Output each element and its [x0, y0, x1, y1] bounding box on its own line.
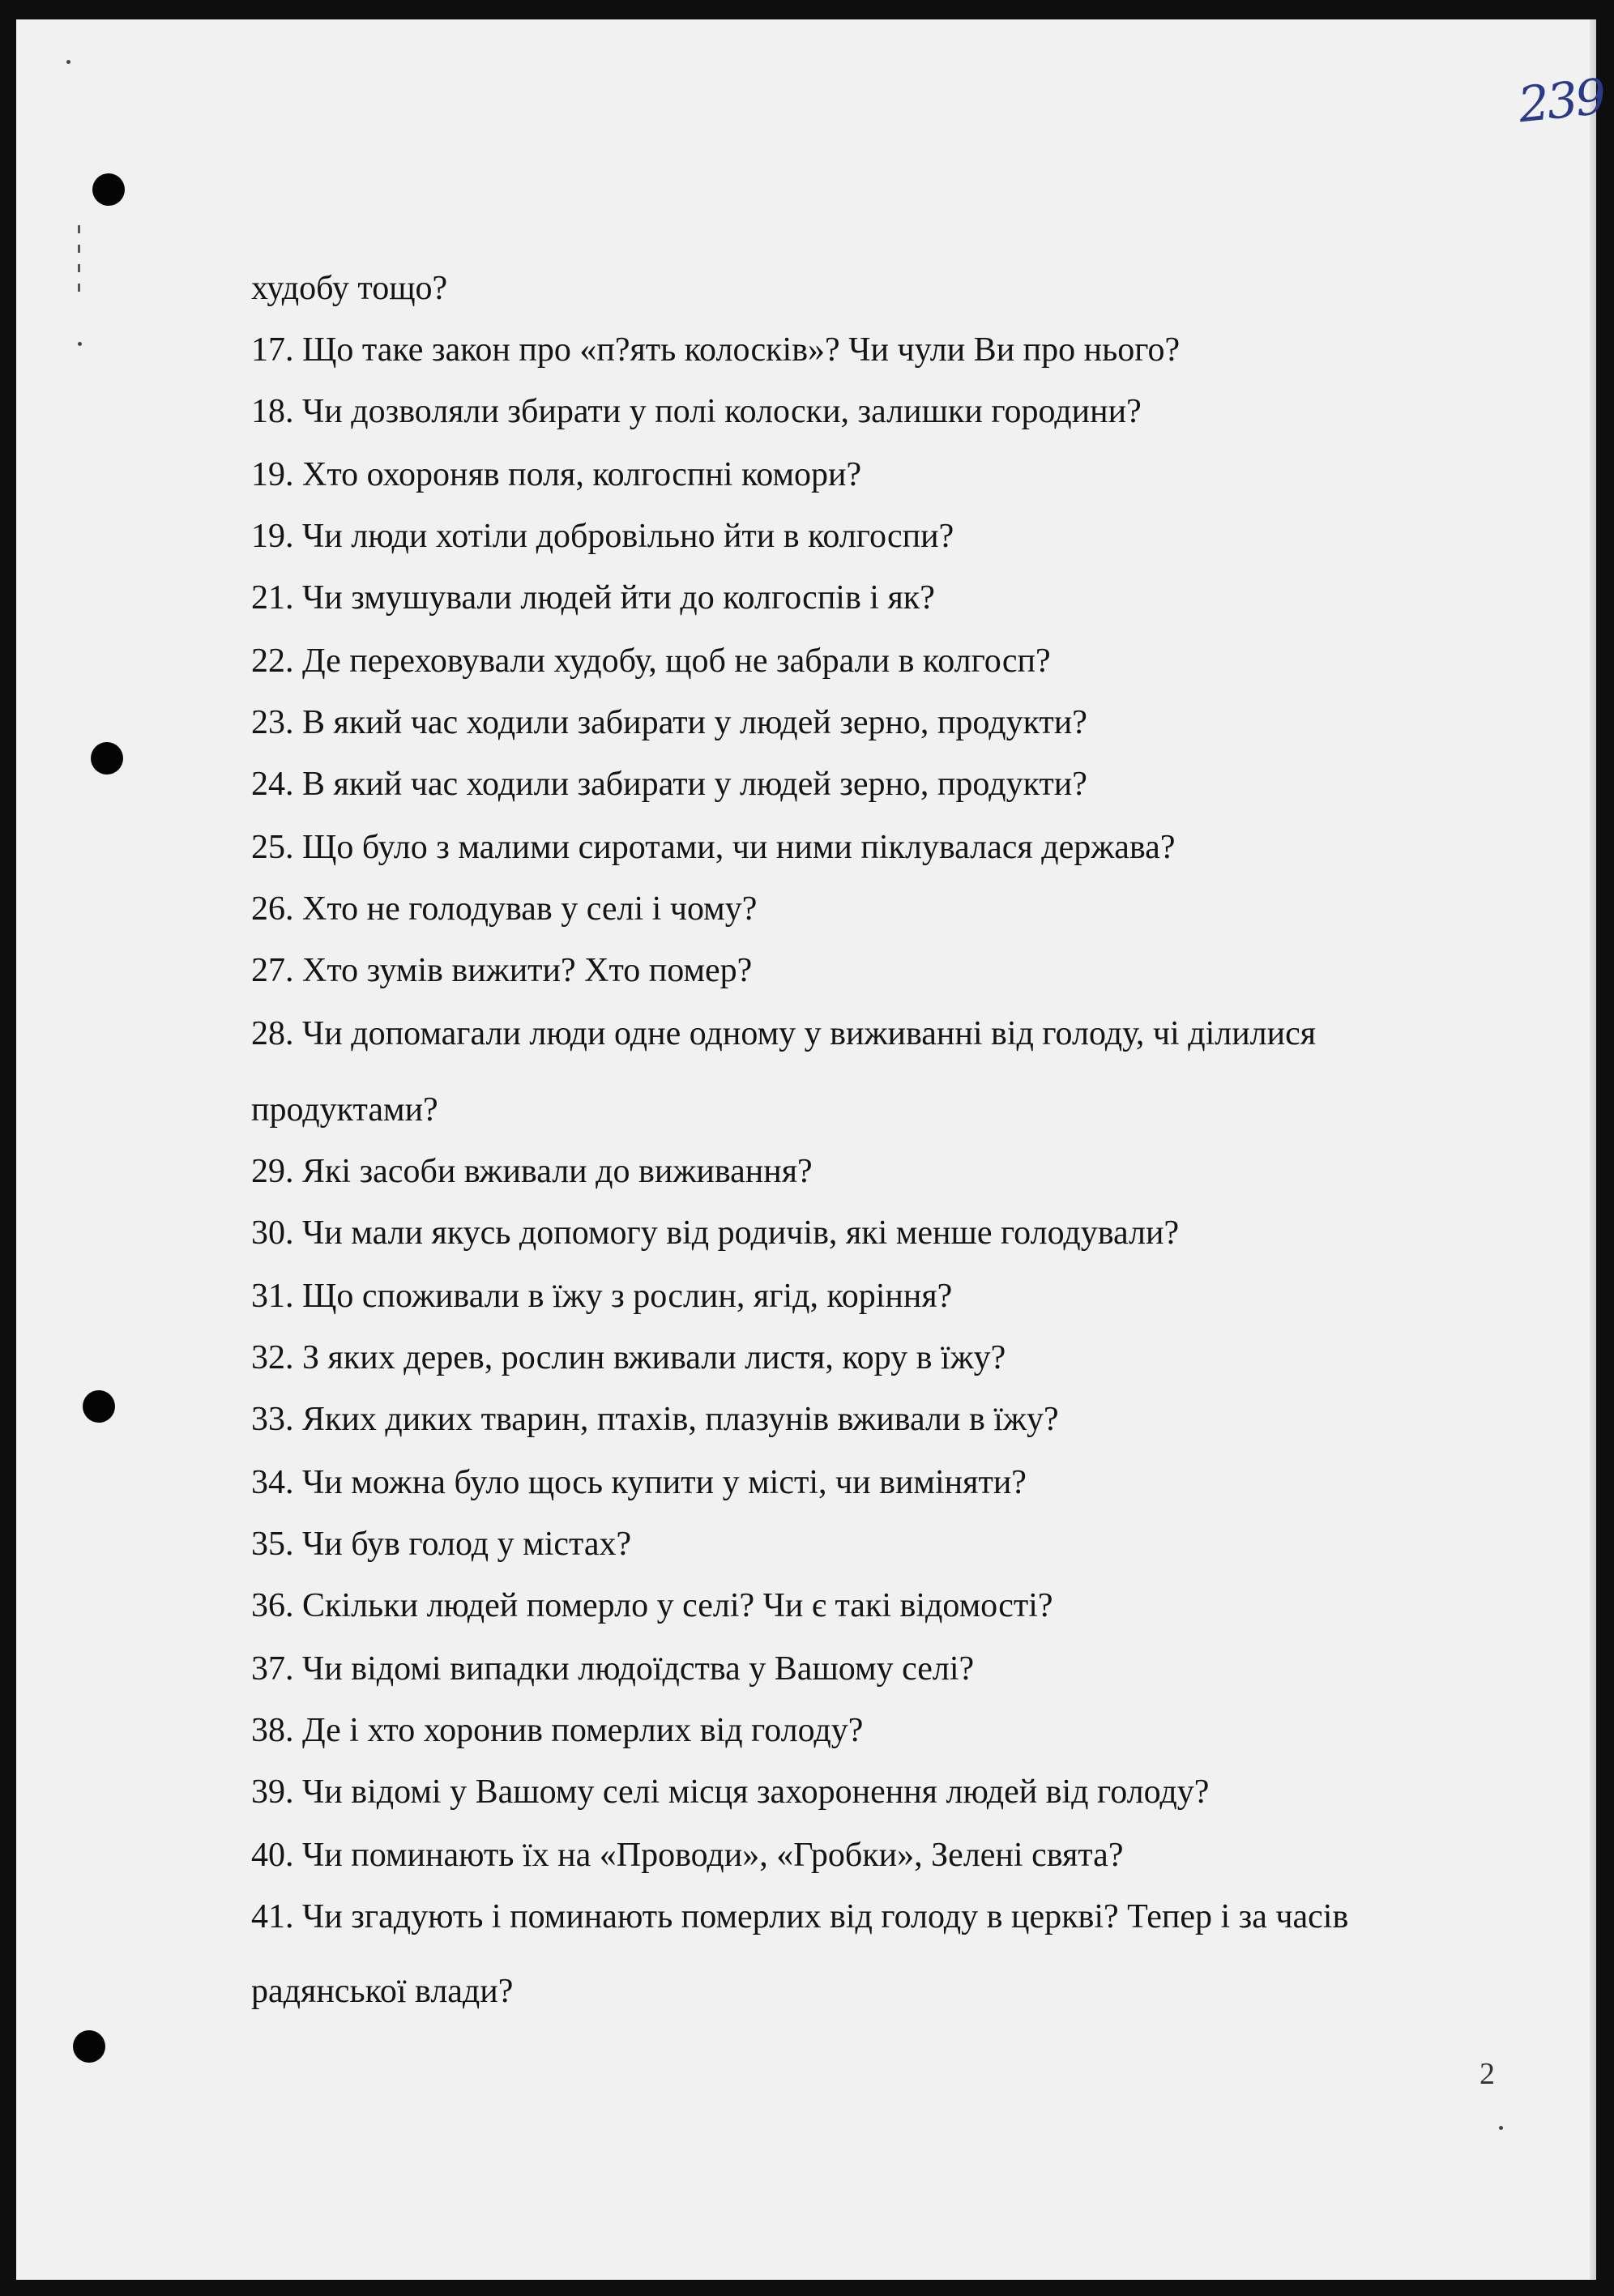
text-line: 18. Чи дозволяли збирати у полі колоски, залишки городини? [251, 393, 1142, 430]
paper-sheet [16, 19, 1607, 2280]
text-line: 39. Чи відомі у Вашому селі місця захоронення людей від голоду? [251, 1773, 1210, 1811]
text-line: продуктами? [251, 1091, 438, 1129]
text-line: 28. Чи допомагали люди одне одному у виживанні від голоду, чі ділилися [251, 1015, 1317, 1052]
text-line: 24. В який час ходили забирати у людей зерно, продукти? [251, 766, 1087, 803]
punch-hole-1 [92, 173, 125, 206]
text-line: 37. Чи відомі випадки людоїдства у Вашому селі? [251, 1650, 975, 1688]
margin-speck [66, 60, 70, 64]
text-line: 21. Чи змушували людей йти до колгоспів і як? [251, 579, 935, 617]
text-line: 41. Чи згадують і поминають померлих від голоду в церкві? Тепер і за часів [251, 1898, 1349, 1935]
text-line: 38. Де і хто хоронив померлих від голоду? [251, 1712, 864, 1749]
text-line: 35. Чи був голод у містах? [251, 1526, 632, 1563]
punch-hole-3 [83, 1390, 115, 1423]
text-line: 32. З яких дерев, рослин вживали листя, кору в їжу? [251, 1339, 1006, 1376]
text-line: 22. Де переховували худобу, щоб не забрали в колгосп? [251, 642, 1051, 680]
margin-speck [78, 342, 82, 346]
margin-mark [78, 284, 80, 292]
text-line: 23. В який час ходили забирати у людей зерно, продукти? [251, 704, 1087, 741]
archive-number: 239 [1515, 68, 1607, 134]
text-line: 36. Скільки людей померло у селі? Чи є такі відомості? [251, 1587, 1053, 1624]
text-line: 34. Чи можна було щось купити у місті, чи виміняти? [251, 1464, 1027, 1501]
margin-speck [1499, 2126, 1503, 2130]
text-line: худобу тощо? [251, 270, 448, 307]
margin-mark [78, 245, 80, 253]
text-line: 33. Яких диких тварин, птахів, плазунів вживали в їжу? [251, 1401, 1059, 1438]
text-line: 30. Чи мали якусь допомогу від родичів, які менше голодували? [251, 1214, 1180, 1252]
text-line: 19. Чи люди хотіли добровільно йти в колгоспи? [251, 518, 954, 555]
text-line: 29. Які засоби вживали до виживання? [251, 1153, 813, 1190]
punch-hole-4 [73, 2030, 105, 2063]
sheet-edge [1590, 19, 1596, 2280]
text-line: 26. Хто не голодував у селі і чому? [251, 890, 758, 928]
text-line: 27. Хто зумів вижити? Хто помер? [251, 952, 753, 989]
text-line: радянської влади? [251, 1973, 514, 2010]
margin-mark [78, 225, 80, 233]
text-line: 17. Що таке закон про «п?ять колосків»? Чи чули Ви про нього? [251, 331, 1181, 369]
margin-mark [78, 264, 80, 272]
text-line: 25. Що було з малими сиротами, чи ними піклувалася держава? [251, 829, 1176, 866]
text-line: 31. Що споживали в їжу з рослин, ягід, коріння? [251, 1278, 953, 1315]
punch-hole-2 [91, 742, 123, 775]
text-line: 40. Чи поминають їх на «Проводи», «Гробки», Зелені свята? [251, 1837, 1124, 1874]
page-number: 2 [1480, 2057, 1495, 2091]
text-line: 19. Хто охороняв поля, колгоспні комори? [251, 456, 862, 493]
